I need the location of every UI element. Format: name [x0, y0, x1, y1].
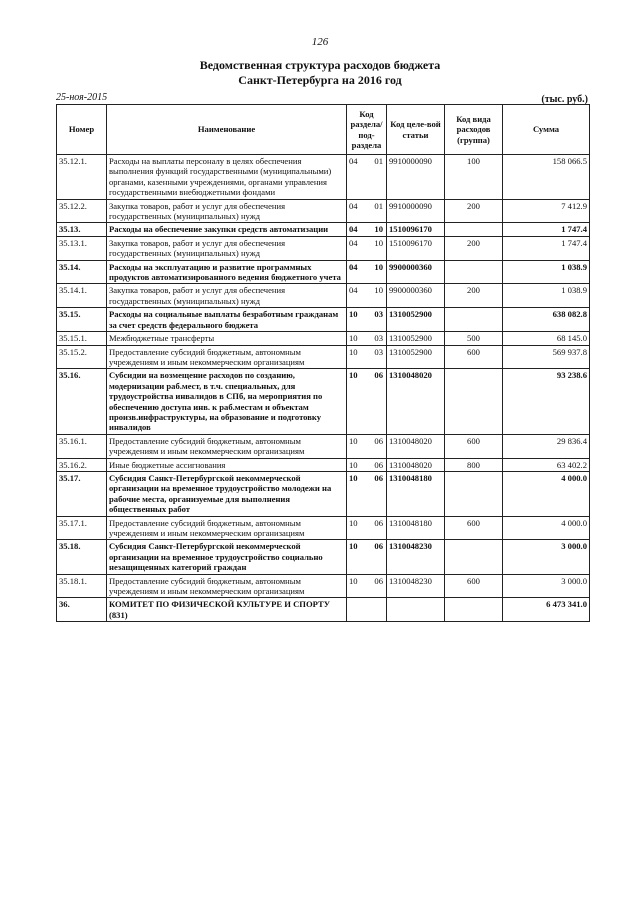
row-name: Закупка товаров, работ и услуг для обеспечения государственных (муниципальных) нужд	[107, 284, 347, 308]
row-sum: 1 038.9	[503, 260, 590, 284]
table-row	[57, 516, 590, 540]
row-name: Расходы на выплаты персоналу в целях обеспечения выполнения функций государственными (муниципальными) органами, казенными учреждениями, органами управления государственными внебюджетными фондами	[107, 155, 347, 200]
units-label: (тыс. руб.)	[541, 94, 588, 105]
row-article-code: 1510096170	[387, 223, 445, 236]
row-kind-code: 800	[445, 458, 503, 471]
row-name: Субсидия Санкт-Петербургской некоммерческой организации на временное трудоустройство молодежи на рабочие места, организуемые для выполнения общественных работ	[107, 471, 347, 516]
subsection-code: 06	[374, 575, 383, 586]
row-section-code	[347, 471, 387, 516]
row-kind-code: 600	[445, 574, 503, 598]
subsection-code: 06	[374, 517, 383, 528]
row-number: 35.13.1.	[57, 236, 107, 260]
row-sum: 1 747.4	[503, 236, 590, 260]
row-article-code: 1310048180	[387, 471, 445, 516]
row-sum: 29 836.4	[503, 434, 590, 458]
section-code: 10	[349, 333, 358, 344]
row-sum: 6 473 341.0	[503, 598, 590, 622]
table-row	[57, 471, 590, 516]
row-name: Субсидии на возмещение расходов по созданию, модернизации раб.мест, в т.ч. специальных, для трудоустройства инвалидов в СПб, на мероприятия по обеспечению доступа инв. к раб.местам и объектам произв.инфраструктуры, на образование и подготовку инвалидов	[107, 369, 347, 434]
row-sum: 68 145.0	[503, 332, 590, 345]
section-code: 10	[349, 346, 358, 357]
title-line-1: Ведомственная структура расходов бюджета	[199, 58, 441, 72]
row-number: 35.16.2.	[57, 458, 107, 471]
table-body	[57, 155, 590, 622]
header-sum: Сумма	[503, 105, 590, 155]
row-number: 35.12.1.	[57, 155, 107, 200]
row-kind-code	[445, 369, 503, 434]
row-sum: 3 000.0	[503, 574, 590, 598]
row-section-code	[347, 458, 387, 471]
section-code: 04	[349, 237, 358, 248]
row-section-code	[347, 434, 387, 458]
budget-table	[56, 104, 590, 622]
row-sum: 3 000.0	[503, 540, 590, 574]
table-row	[57, 260, 590, 284]
row-kind-code	[445, 223, 503, 236]
document-date: 25-ноя-2015	[56, 92, 108, 103]
row-article-code: 9910000090	[387, 155, 445, 200]
row-article-code: 1310048020	[387, 434, 445, 458]
section-code: 10	[349, 435, 358, 446]
row-kind-code	[445, 260, 503, 284]
row-name: Предоставление субсидий бюджетным, автономным учреждениям и иным некоммерческим организациям	[107, 574, 347, 598]
row-number: 35.18.	[57, 540, 107, 574]
section-code: 10	[349, 541, 358, 552]
row-sum: 4 000.0	[503, 471, 590, 516]
section-code: 04	[349, 285, 358, 296]
section-code: 04	[349, 261, 358, 272]
row-article-code: 1310048020	[387, 369, 445, 434]
row-sum: 7 412.9	[503, 199, 590, 223]
table-row	[57, 540, 590, 574]
row-kind-code: 200	[445, 236, 503, 260]
subsection-code: 06	[374, 435, 383, 446]
header-number: Номер	[57, 105, 107, 155]
row-kind-code: 500	[445, 332, 503, 345]
table-row	[57, 284, 590, 308]
row-number: 35.15.	[57, 308, 107, 332]
section-code: 10	[349, 459, 358, 470]
row-sum: 63 402.2	[503, 458, 590, 471]
row-sum: 1 038.9	[503, 284, 590, 308]
row-section-code	[347, 345, 387, 369]
table-row	[57, 369, 590, 434]
table-row	[57, 574, 590, 598]
subsection-code: 06	[374, 472, 383, 483]
subsection-code: 03	[374, 346, 383, 357]
row-sum: 158 066.5	[503, 155, 590, 200]
subsection-code: 06	[374, 370, 383, 381]
row-section-code	[347, 284, 387, 308]
row-number: 35.18.1.	[57, 574, 107, 598]
row-number: 35.13.	[57, 223, 107, 236]
row-name: Расходы на социальные выплаты безработным гражданам за счет средств федерального бюджета	[107, 308, 347, 332]
subsection-code: 01	[374, 156, 383, 166]
row-section-code	[347, 155, 387, 200]
table-row	[57, 345, 590, 369]
section-code: 04	[349, 200, 358, 211]
title-line-2: Санкт-Петербурга на 2016 год	[238, 73, 402, 87]
document-title	[0, 58, 640, 88]
row-name: Межбюджетные трансферты	[107, 332, 347, 345]
subsection-code: 03	[374, 309, 383, 320]
row-number: 35.14.1.	[57, 284, 107, 308]
row-section-code	[347, 574, 387, 598]
row-number: 35.12.2.	[57, 199, 107, 223]
row-sum: 569 937.8	[503, 345, 590, 369]
row-number: 35.14.	[57, 260, 107, 284]
header-name: Наименование	[107, 105, 347, 155]
row-name: Предоставление субсидий бюджетным, автономным учреждениям и иным некоммерческим организациям	[107, 516, 347, 540]
row-article-code: 1310048230	[387, 574, 445, 598]
row-number: 36.	[57, 598, 107, 622]
section-code: 10	[349, 575, 358, 586]
row-section-code	[347, 516, 387, 540]
row-name: Предоставление субсидий бюджетным, автономным учреждениям и иным некоммерческим организациям	[107, 434, 347, 458]
table-row	[57, 155, 590, 200]
section-code: 10	[349, 309, 358, 320]
subsection-code: 10	[374, 261, 383, 272]
row-name: Предоставление субсидий бюджетным, автономным учреждениям и иным некоммерческим организациям	[107, 345, 347, 369]
table-row	[57, 598, 590, 622]
row-section-code	[347, 598, 387, 622]
row-number: 35.17.1.	[57, 516, 107, 540]
row-number: 35.16.	[57, 369, 107, 434]
row-name: КОМИТЕТ ПО ФИЗИЧЕСКОЙ КУЛЬТУРЕ И СПОРТУ (831)	[107, 598, 347, 622]
table-row	[57, 308, 590, 332]
row-article-code: 1310048180	[387, 516, 445, 540]
subsection-code: 10	[374, 224, 383, 235]
row-sum: 93 238.6	[503, 369, 590, 434]
row-article-code: 9900000360	[387, 260, 445, 284]
section-code: 04	[349, 156, 358, 166]
row-number: 35.16.1.	[57, 434, 107, 458]
row-name: Закупка товаров, работ и услуг для обеспечения государственных (муниципальных) нужд	[107, 236, 347, 260]
row-section-code	[347, 308, 387, 332]
table-row	[57, 458, 590, 471]
row-section-code	[347, 332, 387, 345]
row-number: 35.15.2.	[57, 345, 107, 369]
row-section-code	[347, 369, 387, 434]
header-kind: Код вида расходов (группа)	[445, 105, 503, 155]
row-article-code: 9900000360	[387, 284, 445, 308]
row-kind-code: 600	[445, 516, 503, 540]
row-section-code	[347, 223, 387, 236]
subsection-code: 06	[374, 459, 383, 470]
row-sum: 638 082.8	[503, 308, 590, 332]
table-row	[57, 434, 590, 458]
row-kind-code	[445, 471, 503, 516]
row-kind-code	[445, 540, 503, 574]
row-name: Расходы на эксплуатацию и развитие программных продуктов автоматизированного ведения бюджетного учета	[107, 260, 347, 284]
row-sum: 4 000.0	[503, 516, 590, 540]
section-code: 10	[349, 370, 358, 381]
page-number: 126	[311, 36, 329, 48]
row-kind-code: 200	[445, 199, 503, 223]
section-code: 04	[349, 224, 358, 235]
header-article: Код целе-вой статьи	[387, 105, 445, 155]
row-kind-code: 200	[445, 284, 503, 308]
row-section-code	[347, 236, 387, 260]
subsection-code: 06	[374, 541, 383, 552]
row-kind-code	[445, 598, 503, 622]
header-section: Код раздела/ под-раздела	[347, 105, 387, 155]
row-section-code	[347, 260, 387, 284]
section-code: 10	[349, 517, 358, 528]
row-sum: 1 747.4	[503, 223, 590, 236]
row-name: Субсидия Санкт-Петербургской некоммерческой организации на временное трудоустройство социально незащищенных категорий граждан	[107, 540, 347, 574]
row-article-code: 1310052900	[387, 332, 445, 345]
row-kind-code: 600	[445, 434, 503, 458]
row-article-code	[387, 598, 445, 622]
section-code: 10	[349, 472, 358, 483]
table-row	[57, 332, 590, 345]
row-name: Расходы на обеспечение закупки средств автоматизации	[107, 223, 347, 236]
table-row	[57, 199, 590, 223]
table-row	[57, 223, 590, 236]
row-article-code: 1310048230	[387, 540, 445, 574]
row-article-code: 1310048020	[387, 458, 445, 471]
subsection-code: 03	[374, 333, 383, 344]
row-kind-code: 100	[445, 155, 503, 200]
row-article-code: 9910000090	[387, 199, 445, 223]
table-row	[57, 236, 590, 260]
row-kind-code	[445, 308, 503, 332]
row-article-code: 1310052900	[387, 308, 445, 332]
row-number: 35.17.	[57, 471, 107, 516]
table-header-row	[57, 105, 590, 155]
row-article-code: 1310052900	[387, 345, 445, 369]
subsection-code: 10	[374, 285, 383, 296]
row-article-code: 1510096170	[387, 236, 445, 260]
row-section-code	[347, 540, 387, 574]
subsection-code: 01	[374, 200, 383, 211]
row-number: 35.15.1.	[57, 332, 107, 345]
row-kind-code: 600	[445, 345, 503, 369]
row-section-code	[347, 199, 387, 223]
row-name: Закупка товаров, работ и услуг для обеспечения государственных (муниципальных) нужд	[107, 199, 347, 223]
subsection-code: 10	[374, 237, 383, 248]
row-name: Иные бюджетные ассигнования	[107, 458, 347, 471]
